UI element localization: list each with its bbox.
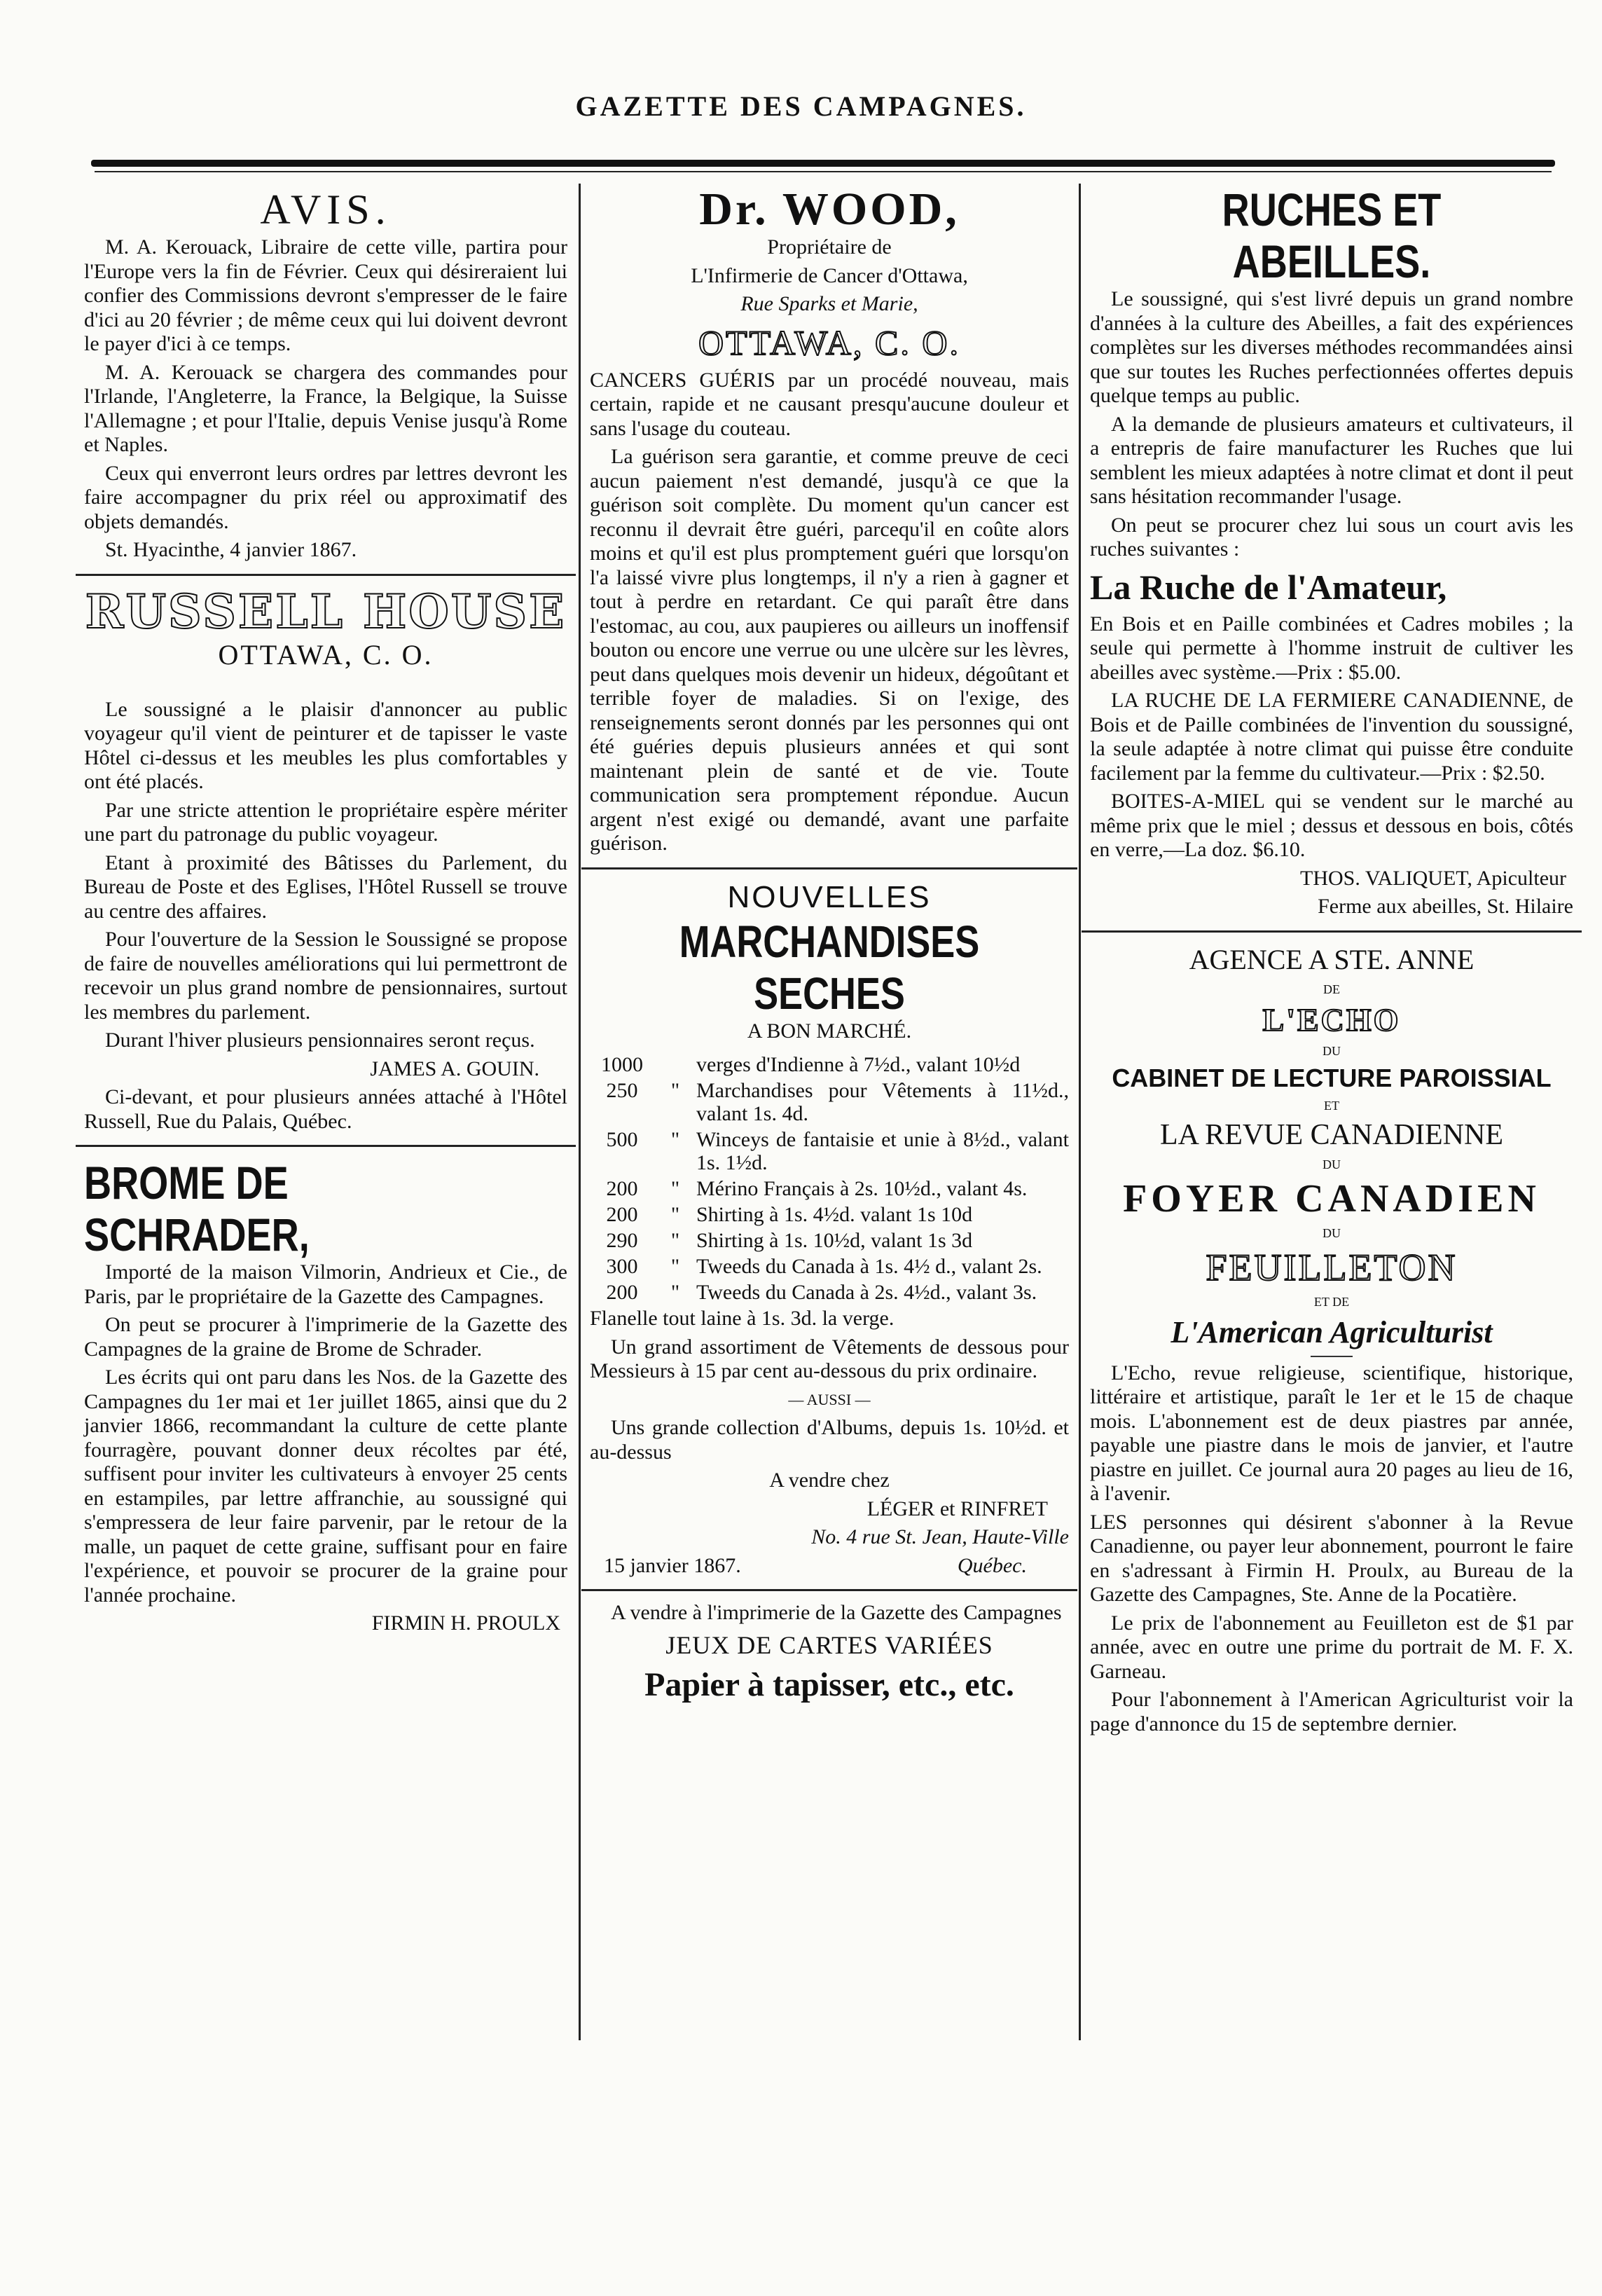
wood-line: Rue Sparks et Marie, [740, 292, 918, 315]
wood-line: Propriétaire de [767, 235, 892, 259]
column-divider-1 [579, 184, 581, 2040]
goods-ditto: " [670, 1079, 680, 1102]
russell-paragraph: Par une stricte attention le propriétaire espère mériter une part du patronage du public voyageur. [84, 798, 567, 846]
ruches-paragraph: LA RUCHE DE LA FERMIERE CANADIENNE, de Bois et de Paille combinées de l'invention du soussigné, la seule adaptée à notre climat qui puisse être conduite facilement par la femme du cultivateur.—Prix : $2.50. [1090, 689, 1573, 785]
masthead: GAZETTE DES CAMPAGNES. [575, 90, 1027, 122]
brome-paragraph: Les écrits qui ont paru dans les Nos. de la Gazette des Campagnes du 1er mai et 1er juillet 1865, ainsi que du 2 janvier 1866, recommandant la culture de cette plante fourragère, pouvant donner deux récoltes par été, suffisent pour inviter les cultivateurs à envoyer 25 cents en estampiles, par lettre affranchie, au soussigné qui s'empressera de leur faire parvenir, par le retour de la malle, un paquet de cette graine, suffisant pour en faire l'expérience, et pouvoir se procurer de la graine pour l'année prochaine. [84, 1366, 567, 1607]
nouvelles-place: Québec. [957, 1553, 1027, 1577]
avis-paragraph: M. A. Kerouack, Libraire de cette ville, partira pour l'Europe vers la fin de Février. Ceux qui désireraient lui confier des Commissions devront s'empresser de le faire d'ici au 20 février ; de même ceux qui lui doivent devront le payer d'ici à ce temps. [84, 235, 567, 355]
goods-ditto: " [670, 1229, 680, 1252]
brome-signature: FIRMIN H. PROULX [371, 1611, 560, 1635]
wood-paragraph: CANCERS GUÉRIS par un procédé nouveau, mais certain, rapide et ne causant presqu'aucune douleur et sans l'usage du couteau. [590, 368, 1069, 440]
header-rule-thin [95, 171, 1552, 172]
nouvelles-firm: LÉGER et RINFRET [866, 1497, 1048, 1520]
goods-qty: 300 [606, 1255, 638, 1278]
russell-signature: JAMES A. GOUIN. [370, 1057, 539, 1080]
goods-row [590, 1255, 1069, 1281]
goods-row [590, 1079, 1069, 1128]
section-divider [1082, 930, 1582, 933]
goods-qty: 200 [606, 1281, 638, 1304]
goods-desc: Shirting à 1s. 4½d. valant 1s 10d [696, 1203, 973, 1226]
agence-feuilleton: FEUILLETON [1206, 1246, 1458, 1288]
agence-conj: ET DE [1313, 1294, 1350, 1309]
avis-paragraph: Ceux qui enverront leurs ordres par lettres devront les faire accompagner du prix réel ou approximatif des objets demandés. [84, 461, 567, 533]
nouvelles-subtitle: A BON MARCHÉ. [747, 1019, 912, 1043]
goods-ditto: " [670, 1128, 680, 1151]
wood-paragraph: La guérison sera garantie, et comme preuve de ceci aucun paiement n'est demandé, jusqu'à ce que la guérison soit complète. Du moment qu'un cancer est reconnu il devrait être guéri, parcequ'il en coûte alors moins et qu'il est plus promptement guéri que lorsqu'on l'a laissé vivre plus longtemps, il n'y a rien à gagner et tout à perdre en retardant. Ce qui paraît être dans l'estomac, au cou, aux paupieres ou ailleurs un inoffensif bouton ou encore une verrue ou une ulcère sur les lèvres, peut dans quelques mois devenir un hideux, dégoûtant et terrible foyer de maladies. Si on l'exige, des renseignements seront donnés par les personnes qui ont été guéries depuis plusieurs années et qui sont maintenant plein de santé et de vie. Toute communication sera promptement répondue. Aucun argent n'est exigé ou demandé, avant une parfaite guérison. [590, 445, 1069, 855]
column-2 [590, 184, 1069, 1710]
goods-row [590, 1281, 1069, 1307]
agence-conj: DU [1323, 1043, 1341, 1058]
russell-paragraph: Etant à proximité des Bâtisses du Parlement, du Bureau de Poste et des Eglises, l'Hôtel Russell se trouve au centre des affaires. [84, 851, 567, 923]
goods-desc: verges d'Indienne à 7½d., valant 10½d [696, 1053, 1021, 1076]
avis-date: St. Hyacinthe, 4 janvier 1867. [105, 538, 357, 561]
goods-qty: 200 [606, 1203, 638, 1226]
nouvelles-title-2: MARCHANDISES SECHES [679, 916, 980, 1019]
nouvelles-paragraph: Un grand assortiment de Vêtements de dessous pour Messieurs à 15 par cent au-dessous du prix ordinaire. [590, 1335, 1069, 1382]
agence-conj: DU [1323, 1157, 1341, 1171]
column-divider-2 [1079, 184, 1081, 2040]
brome-ad [84, 1157, 567, 1636]
section-divider [76, 574, 576, 576]
goods-qty: 1000 [601, 1053, 643, 1076]
ruches-amateur: La Ruche de l'Amateur, [1090, 567, 1447, 607]
ruches-location: Ferme aux abeilles, St. Hilaire [1318, 895, 1573, 918]
agence-ad [1090, 942, 1573, 1737]
goods-row [590, 1128, 1069, 1177]
goods-row [590, 1053, 1069, 1079]
goods-desc: Tweeds du Canada à 1s. 4½ d., valant 2s. [696, 1255, 1042, 1278]
ruches-title: RUCHES ET ABEILLES. [1222, 184, 1442, 287]
section-divider [581, 867, 1077, 869]
dr-wood-ad [590, 184, 1069, 856]
russell-house-ad [84, 586, 567, 1134]
ruches-paragraph: En Bois et en Paille combinées et Cadres mobiles ; la seule qui permette à l'homme instruit de cultiver les abeilles avec système.—Prix : $5.00. [1090, 612, 1573, 684]
ruches-ad [1090, 184, 1573, 919]
jeux-paragraph: A vendre à l'imprimerie de la Gazette des Campagnes [611, 1601, 1062, 1624]
nouvelles-title-1: NOUVELLES [727, 879, 932, 914]
goods-ditto: " [670, 1177, 680, 1200]
agence-paragraph: LES personnes qui désirent s'abonner à la Revue Canadienne, ou payer leur abonnement, pourront le faire en s'adressant à Firmin H. Proulx, au Bureau de la Gazette des Campagnes, Ste. Anne de la Pocatière. [1090, 1510, 1573, 1606]
agence-cabinet: CABINET DE LECTURE PAROISSIAL [1112, 1063, 1552, 1092]
goods-ditto: " [670, 1255, 680, 1278]
divider-dash [1311, 1356, 1353, 1357]
goods-ditto: " [670, 1203, 680, 1226]
agence-echo: L'ECHO [1262, 1001, 1401, 1038]
goods-desc: Shirting à 1s. 10½d, valant 1s 3d [696, 1229, 973, 1252]
goods-desc: Mérino Français à 2s. 10½d., valant 4s. [696, 1177, 1028, 1200]
russell-title: RUSSELL HOUSE [85, 584, 567, 639]
jeux-title: JEUX DE CARTES VARIÉES [665, 1630, 993, 1659]
jeux-ad [590, 1601, 1069, 1705]
goods-ditto: " [670, 1281, 680, 1304]
nouvelles-ad [590, 879, 1069, 1579]
ruches-paragraph: On peut se procurer chez lui sous un court avis les ruches suivantes : [1090, 513, 1573, 561]
avis-notice [84, 184, 567, 563]
avis-paragraph: M. A. Kerouack se chargera des commandes pour l'Irlande, l'Angleterre, la France, la Belgique, la Suisse l'Allemagne ; et pour l'Italie, depuis Venise jusqu'à Rome et Naples. [84, 360, 567, 456]
agence-title: AGENCE A STE. ANNE [1189, 943, 1475, 975]
column-3 [1090, 184, 1573, 1740]
header-rule [91, 160, 1555, 167]
ruches-paragraph: BOITES-A-MIEL qui se vendent sur le marché au même prix que le miel ; dessus et dessous en bois, côtés en verre,—La doz. $6.10. [1090, 790, 1573, 861]
wood-city: OTTAWA, C. O. [698, 322, 960, 362]
goods-desc: Tweeds du Canada à 2s. 4½d., valant 3s. [696, 1281, 1037, 1304]
agence-foyer: FOYER CANADIEN [1123, 1176, 1540, 1221]
nouvelles-dateline [590, 1554, 1069, 1579]
nouvelles-date: 15 janvier 1867. [604, 1553, 741, 1577]
goods-desc: Marchandises pour Vêtements à 11½d., valant 1s. 4d. [696, 1079, 1069, 1125]
nouvelles-address: No. 4 rue St. Jean, Haute-Ville [811, 1525, 1069, 1548]
goods-desc: Winceys de fantaisie et unie à 8½d., valant 1s. 1½d. [696, 1128, 1069, 1174]
nouvelles-paragraph: Uns grande collection d'Albums, depuis 1s. 10½d. et au-dessus [590, 1416, 1069, 1464]
agence-paragraph: Pour l'abonnement à l'American Agriculturist voir la page d'annonce du 15 de septembre dernier. [1090, 1688, 1573, 1735]
goods-qty: 250 [606, 1079, 638, 1102]
goods-row [590, 1177, 1069, 1203]
agence-american: L'American Agriculturist [1171, 1314, 1493, 1349]
ruches-paragraph: A la demande de plusieurs amateurs et cultivateurs, il a entrepris de faire manufacturer les Ruches que lui semblent les mieux adaptées à notre climat et dont il peut sans hésitation recommander l'usage. [1090, 412, 1573, 508]
ruches-paragraph: Le soussigné, qui s'est livré depuis un grand nombre d'années à la culture des Abeilles, a fait des expériences complètes sur les diverses méthodes recommandées ainsi que sur toutes les Ruches perfectionnées offertes depuis quelque temps au public. [1090, 287, 1573, 407]
column-1 [84, 184, 567, 1640]
russell-paragraph: Pour l'ouverture de la Session le Soussigné se propose de faire de nouvelles améliorations qui lui permettront de recevoir un plus grand nombre de pensionnaires, surtout les membres du parlement. [84, 928, 567, 1024]
russell-paragraph: Durant l'hiver plusieurs pensionnaires seront reçus. [105, 1029, 535, 1052]
section-divider [76, 1145, 576, 1147]
nouvelles-vendre: A vendre chez [769, 1469, 890, 1492]
avis-title: AVIS. [260, 186, 392, 233]
brome-paragraph: Importé de la maison Vilmorin, Andrieux et Cie., de Paris, par le propriétaire de la Gazette des Campagnes. [84, 1260, 567, 1308]
agence-conj: DU [1323, 1225, 1341, 1240]
nouvelles-flanelle: Flanelle tout laine à 1s. 3d. la verge. [590, 1307, 895, 1330]
agence-paragraph: L'Echo, revue religieuse, scientifique, historique, littéraire et artistique, paraît le 1er et le 15 de chaque mois. L'abonnement est de deux piastres par année, payable une piastre dans le mois de janvier, et l'autre piastre en juillet. Ce journal aura 20 pages au lieu de 16, à l'avenir. [1090, 1361, 1573, 1505]
goods-row [590, 1203, 1069, 1229]
wood-line: L'Infirmerie de Cancer d'Ottawa, [691, 263, 968, 287]
section-divider [581, 1589, 1077, 1591]
brome-title: BROME DE SCHRADER, [84, 1157, 310, 1260]
goods-table [590, 1053, 1069, 1307]
agence-conj: ET [1324, 1098, 1339, 1113]
russell-subtitle: OTTAWA, C. O. [218, 638, 434, 671]
brome-paragraph: On peut se procurer à l'imprimerie de la Gazette des Campagnes de la graine de Brome de Schrader. [84, 1313, 567, 1361]
agence-conj: DE [1323, 982, 1340, 996]
agence-paragraph: Le prix de l'abonnement au Feuilleton est de $1 par année, avec en outre une prime du portrait de M. F. X. Garneau. [1090, 1611, 1573, 1683]
goods-qty: 200 [606, 1177, 638, 1200]
goods-row [590, 1229, 1069, 1255]
nouvelles-aussi: — AUSSI — [788, 1390, 871, 1408]
agence-revue: LA REVUE CANADIENNE [1160, 1118, 1503, 1151]
jeux-subtitle: Papier à tapisser, etc., etc. [644, 1665, 1014, 1703]
ruches-signature: THOS. VALIQUET, Apiculteur [1300, 866, 1566, 890]
goods-ditto [654, 1053, 696, 1079]
wood-title: Dr. WOOD, [699, 184, 960, 235]
russell-paragraph: Ci-devant, et pour plusieurs années attaché à l'Hôtel Russell, Rue du Palais, Québec. [84, 1085, 567, 1133]
goods-qty: 290 [606, 1229, 638, 1252]
russell-paragraph: Le soussigné a le plaisir d'annoncer au public voyageur qu'il vient de peinturer et de tapisser le vaste Hôtel ci-dessus et les meubles les plus comfortables y ont été placés. [84, 697, 567, 793]
goods-qty: 500 [606, 1128, 638, 1151]
